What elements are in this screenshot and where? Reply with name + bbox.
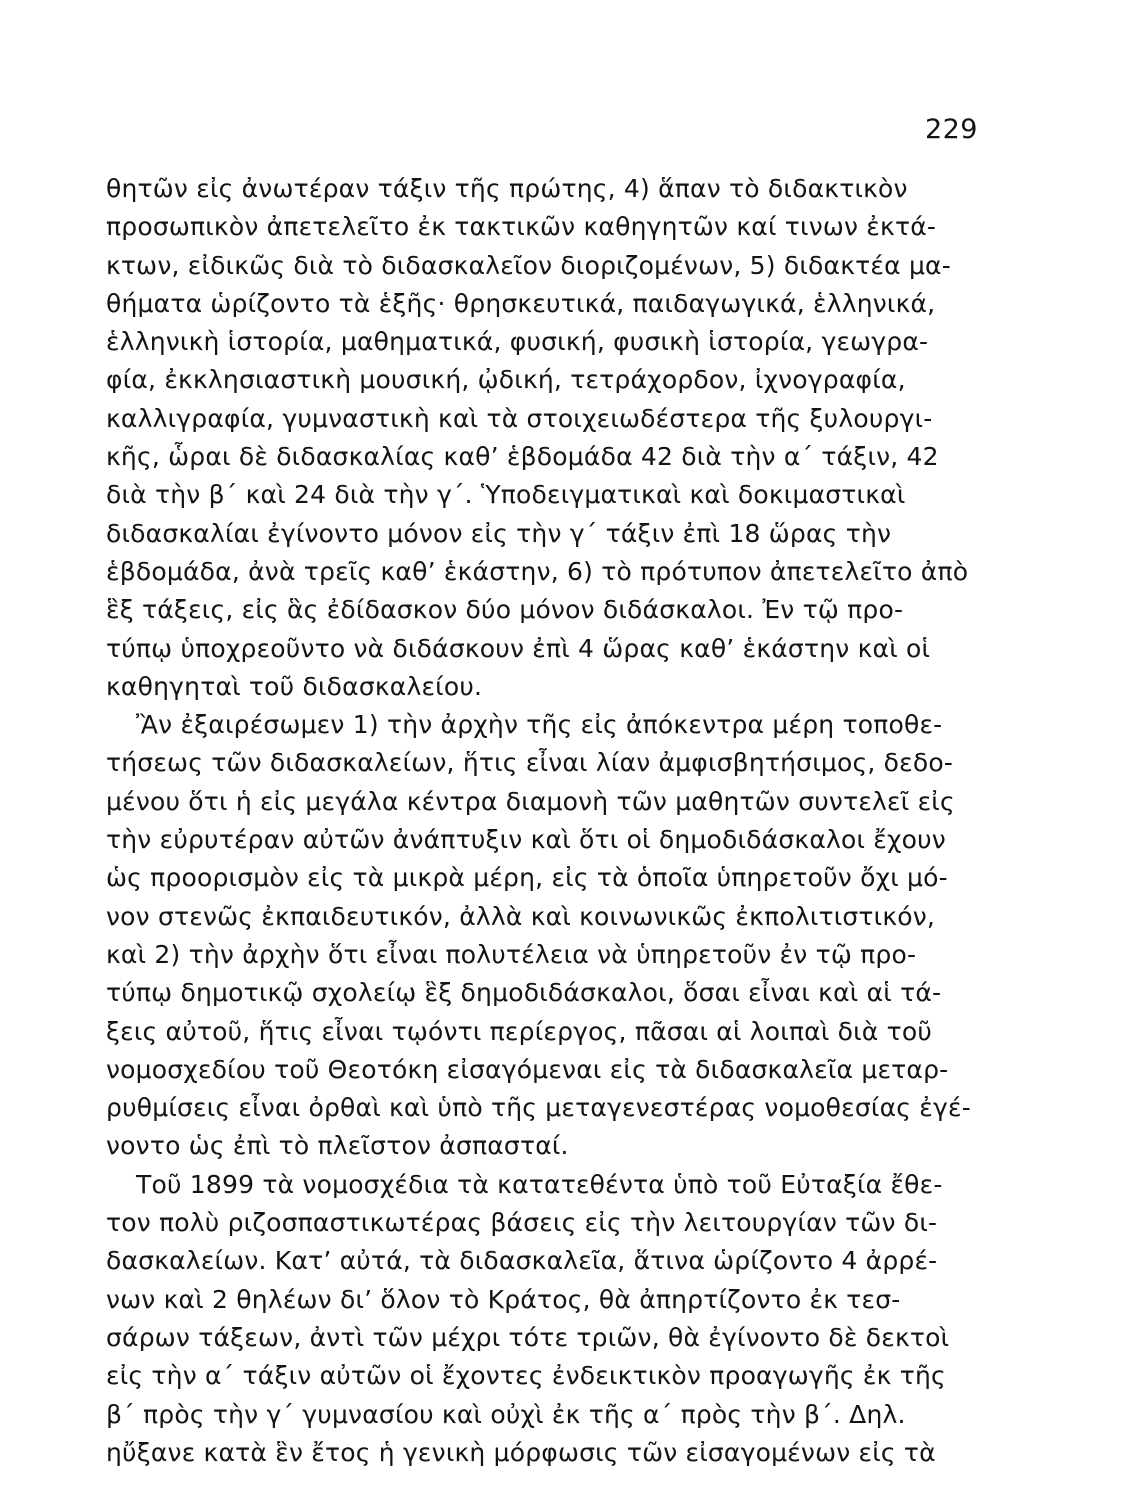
text-line: διὰ τὴν β΄ καὶ 24 διὰ τὴν γ΄. Ὑποδειγματικαὶ καὶ δοκιμαστικαὶ bbox=[106, 480, 906, 510]
text-line: τύπῳ δημοτικῷ σχολείῳ ἓξ δημοδιδάσκαλοι, ὅσαι εἶναι καὶ αἱ τά- bbox=[106, 978, 942, 1008]
text-line: φία, ἐκκλησιαστικὴ μουσική, ᾠδική, τετράχορδον, ἰχνογραφία, bbox=[106, 365, 906, 395]
text-line: ρυθμίσεις εἶναι ὀρθαὶ καὶ ὑπὸ τῆς μεταγενεστέρας νομοθεσίας ἐγέ- bbox=[106, 1093, 971, 1123]
text-line: τύπῳ ὑποχρεοῦντο νὰ διδάσκουν ἐπὶ 4 ὥρας καθ’ ἑκάστην καὶ οἱ bbox=[106, 633, 931, 663]
text-line: καθηγηταὶ τοῦ διδασκαλείου. bbox=[106, 671, 483, 701]
text-line: Τοῦ 1899 τὰ νομοσχέδια τὰ κατατεθέντα ὑπὸ τοῦ Εὐταξία ἔθε- bbox=[136, 1169, 943, 1199]
text-line: ἑβδομάδα, ἀνὰ τρεῖς καθ’ ἑκάστην, 6) τὸ πρότυπον ἀπετελεῖτο ἀπὸ bbox=[106, 556, 969, 586]
text-line: μένου ὅτι ἡ εἰς μεγάλα κέντρα διαμονὴ τῶν μαθητῶν συντελεῖ εἰς bbox=[106, 786, 955, 816]
text-line: καλλιγραφία, γυμναστικὴ καὶ τὰ στοιχειωδέστερα τῆς ξυλουργι- bbox=[106, 403, 933, 433]
text-line: νον στενῶς ἐκπαιδευτικόν, ἀλλὰ καὶ κοινωνικῶς ἐκπολιτιστικόν, bbox=[106, 901, 936, 931]
text-line: δασκαλείων. Κατ’ αὐτά, τὰ διδασκαλεῖα, ἅτινα ὡρίζοντο 4 ἀρρέ- bbox=[106, 1246, 938, 1276]
text-line: εἰς τὴν α΄ τάξιν αὐτῶν οἱ ἔχοντες ἐνδεικτικὸν προαγωγῆς ἐκ τῆς bbox=[106, 1361, 946, 1391]
text-line: β΄ πρὸς τὴν γ΄ γυμνασίου καὶ οὐχὶ ἐκ τῆς α΄ πρὸς τὴν β΄. Δηλ. bbox=[106, 1399, 906, 1429]
text-line: νων καὶ 2 θηλέων δι’ ὅλον τὸ Κράτος, θὰ ἀπηρτίζοντο ἐκ τεσ- bbox=[106, 1284, 901, 1314]
text-line: ξεις αὐτοῦ, ἥτις εἶναι τῳόντι περίεργος, πᾶσαι αἱ λοιπαὶ διὰ τοῦ bbox=[106, 1016, 933, 1046]
text-line: θήματα ὡρίζοντο τὰ ἑξῆς· θρησκευτικά, παιδαγωγικά, ἑλληνικά, bbox=[106, 288, 936, 318]
text-line: διδασκαλίαι ἐγίνοντο μόνον εἰς τὴν γ΄ τάξιν ἐπὶ 18 ὥρας τὴν bbox=[106, 518, 892, 548]
page-number: 229 bbox=[924, 114, 978, 145]
text-line: προσωπικὸν ἀπετελεῖτο ἐκ τακτικῶν καθηγητῶν καί τινων ἐκτά- bbox=[106, 212, 937, 242]
body-text bbox=[106, 170, 986, 1472]
text-line: Ἂν ἐξαιρέσωμεν 1) τὴν ἀρχὴν τῆς εἰς ἀπόκεντρα μέρη τοποθε- bbox=[136, 710, 943, 740]
text-line: θητῶν εἰς ἀνωτέραν τάξιν τῆς πρώτης, 4) ἅπαν τὸ διδακτικὸν bbox=[106, 174, 908, 203]
text-line: ὡς προορισμὸν εἰς τὰ μικρὰ μέρη, εἰς τὰ ὁποῖα ὑπηρετοῦν ὄχι μό- bbox=[106, 863, 948, 893]
text-line: σάρων τάξεων, ἀντὶ τῶν μέχρι τότε τριῶν, θὰ ἐγίνοντο δὲ δεκτοὶ bbox=[106, 1322, 950, 1352]
text-line: ηὔξανε κατὰ ἓν ἔτος ἡ γενικὴ μόρφωσις τῶν εἰσαγομένων εἰς τὰ bbox=[106, 1437, 936, 1467]
text-line: τὴν εὐρυτέραν αὐτῶν ἀνάπτυξιν καὶ ὅτι οἱ δημοδιδάσκαλοι ἔχουν bbox=[106, 825, 946, 855]
text-line: κτων, εἰδικῶς διὰ τὸ διδασκαλεῖον διοριζομένων, 5) διδακτέα μα- bbox=[106, 250, 951, 280]
text-line: κῆς, ὧραι δὲ διδασκαλίας καθ’ ἑβδομάδα 42 διὰ τὴν α΄ τάξιν, 42 bbox=[106, 442, 939, 472]
text-line: τον πολὺ ριζοσπαστικωτέρας βάσεις εἰς τὴν λειτουργίαν τῶν δι- bbox=[106, 1208, 938, 1238]
text-line: καὶ 2) τὴν ἀρχὴν ὅτι εἶναι πολυτέλεια νὰ ὑπηρετοῦν ἐν τῷ προ- bbox=[106, 939, 917, 969]
text-line: τήσεως τῶν διδασκαλείων, ἥτις εἶναι λίαν ἀμφισβητήσιμος, δεδο- bbox=[106, 748, 954, 778]
text-line: ἑλληνικὴ ἱστορία, μαθηματικά, φυσική, φυσικὴ ἱστορία, γεωγρα- bbox=[106, 327, 929, 357]
text-line: νοντο ὡς ἐπὶ τὸ πλεῖστον ἀσπασταί. bbox=[106, 1131, 569, 1161]
text-line: νομοσχεδίου τοῦ Θεοτόκη εἰσαγόμεναι εἰς τὰ διδασκαλεῖα μεταρ- bbox=[106, 1054, 949, 1084]
text-line: ἓξ τάξεις, εἰς ἃς ἐδίδασκον δύο μόνον διδάσκαλοι. Ἐν τῷ προ- bbox=[106, 595, 904, 625]
